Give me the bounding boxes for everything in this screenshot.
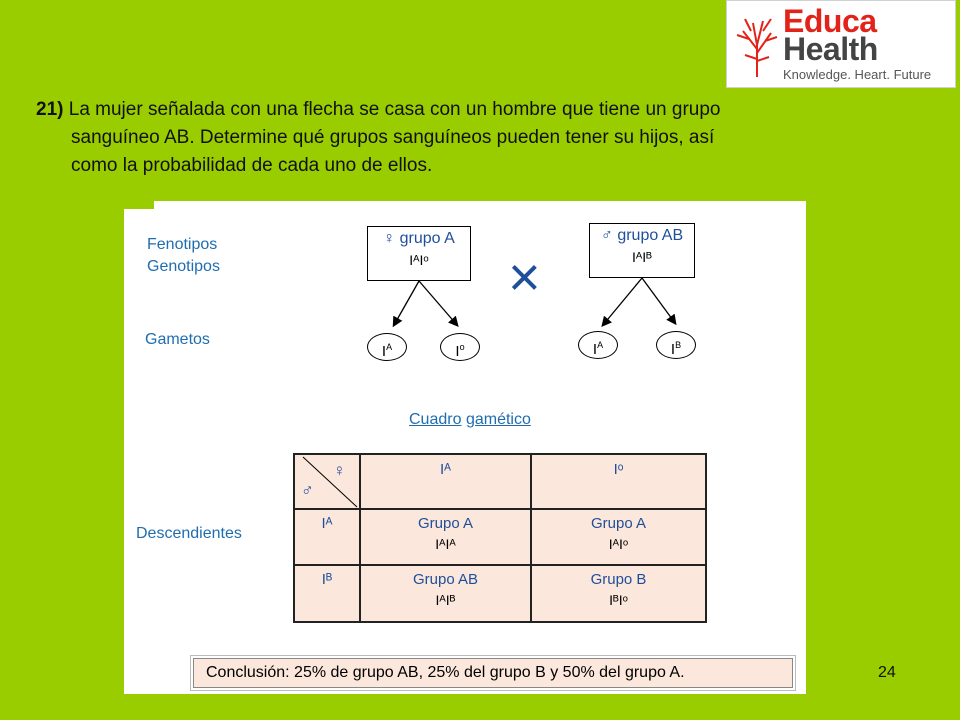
row-header: Iᴬ — [321, 515, 333, 532]
label-cuadro-gametico — [409, 411, 531, 429]
cell-genotype: IᴬIᵒ — [608, 536, 629, 552]
arrow-female-left — [394, 281, 419, 325]
page-number: 24 — [878, 664, 896, 681]
question-number: 21) — [36, 99, 64, 120]
punnett-cell — [532, 571, 705, 608]
male-phenotype: grupo AB — [617, 227, 684, 244]
gametico-word: gamético — [465, 411, 531, 428]
gamete-female-a: $I^A$ — [367, 333, 407, 361]
gamete-female-o: $I^o$ — [440, 333, 480, 361]
label-fenotipos: Fenotipos — [147, 236, 218, 253]
punnett-cell — [532, 515, 705, 552]
punnett-square — [293, 453, 707, 623]
corner-female-symbol: ♀ — [333, 461, 346, 480]
cell-genotype: IᴬIᴮ — [435, 592, 456, 608]
label-genotipos: Genotipos — [147, 258, 220, 275]
question-body: La mujer señalada con una flecha se casa con un hombre que tiene un grupo sanguíneo AB. Determine qué grupos sanguíneos pueden tener su hijos, así como la probabilidad de cada uno de ellos. — [68, 99, 721, 176]
female-phenotype: grupo A — [399, 230, 455, 247]
row-header: Iᴮ — [321, 571, 333, 588]
cell-genotype: IᴬIᴬ — [435, 536, 456, 552]
panel-notch — [124, 201, 154, 209]
logo-word-educa: Educa — [783, 3, 877, 39]
punnett-cell — [361, 571, 530, 608]
male-genotype: IᴬIᴮ — [632, 249, 652, 265]
cell-group: Grupo A — [417, 515, 474, 532]
arrow-female-right — [419, 281, 457, 325]
female-genotype: IᴬIᵒ — [409, 252, 429, 268]
corner-male-symbol: ♂ — [301, 481, 314, 500]
column-header: Iᴬ — [440, 461, 451, 478]
conclusion-box: Conclusión: 25% de grupo AB, 25% del grupo B y 50% del grupo A. — [193, 658, 793, 688]
cell-group: Grupo B — [590, 571, 647, 588]
question-text — [36, 96, 726, 180]
male-symbol: ♂ — [600, 227, 613, 244]
label-gametos: Gametos — [145, 331, 210, 348]
gamete-male-a: $I^A$ — [578, 331, 618, 359]
educa-health-logo — [726, 0, 956, 88]
cell-group: Grupo AB — [412, 571, 479, 588]
cuadro-word: Cuadro — [409, 411, 462, 428]
tree-logo-icon — [733, 9, 781, 79]
cell-group: Grupo A — [590, 515, 647, 532]
logo-tagline: Knowledge. Heart. Future — [783, 67, 932, 82]
arrow-male-left — [603, 278, 642, 325]
cell-genotype: IᴮIᵒ — [609, 592, 628, 608]
gamete-male-b: $I^B$ — [656, 331, 696, 359]
column-header: Iᵒ — [613, 461, 624, 478]
punnett-cell — [361, 515, 530, 552]
arrow-male-right — [642, 278, 675, 323]
label-descendientes: Descendientes — [136, 525, 242, 542]
logo-word-health: Health — [783, 31, 878, 67]
cross-symbol: × — [508, 245, 541, 308]
female-symbol: ♀ — [383, 230, 396, 247]
